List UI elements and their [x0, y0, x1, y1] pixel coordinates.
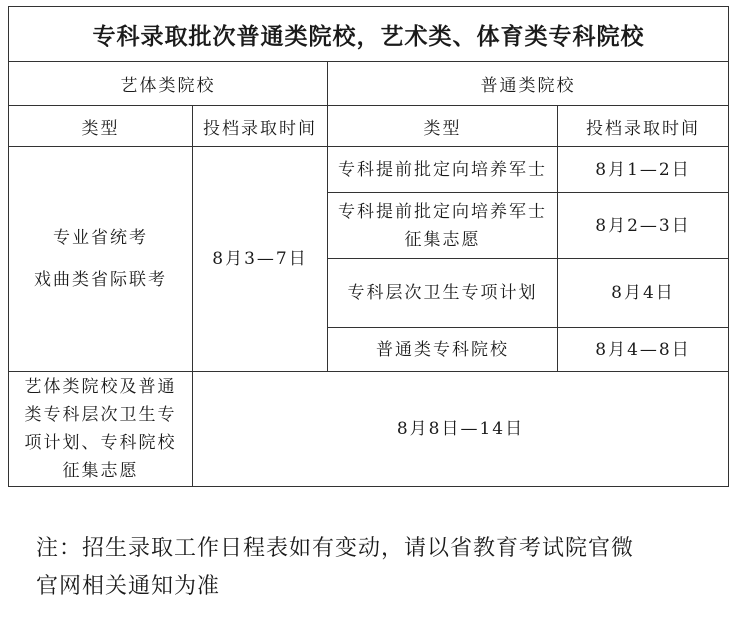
- regular-time-cell: 8月4—8日: [557, 327, 729, 372]
- regular-time-cell: 8月4日: [557, 258, 729, 328]
- art-types-cell: [8, 146, 193, 372]
- art-sports-group-header: 艺体类院校: [8, 61, 328, 106]
- art-type-item: 戏曲类省际联考: [34, 270, 167, 290]
- art-time-header: 投档录取时间: [192, 105, 328, 147]
- type-line: 专科提前批定向培养军士: [338, 159, 547, 180]
- combined-label-line: 项计划、专科院校: [24, 433, 177, 453]
- combined-time-cell: 8月8日—14日: [192, 371, 729, 487]
- regular-type-cell: [327, 192, 558, 259]
- art-type-header: 类型: [8, 105, 193, 147]
- regular-time-cell: 8月2—3日: [557, 192, 729, 259]
- schedule-table: [8, 6, 729, 487]
- type-line: 征集志愿: [404, 229, 481, 250]
- table-title: 专科录取批次普通类院校，艺术类、体育类专科院校: [8, 6, 729, 62]
- regular-type-cell: [327, 327, 558, 372]
- regular-group-header: 普通类院校: [327, 61, 729, 106]
- art-time-cell: 8月3—7日: [192, 146, 328, 372]
- regular-type-cell: [327, 258, 558, 328]
- combined-label-line: 艺体类院校及普通: [24, 377, 177, 397]
- combined-label-cell: [8, 371, 193, 487]
- note-line: 注：招生录取工作日程表如有变动，请以省教育考试院官微: [36, 536, 635, 561]
- note-line: 官网相关通知为准: [36, 574, 221, 599]
- type-line: 专科层次卫生专项计划: [347, 283, 538, 303]
- combined-label-line: 类专科层次卫生专: [24, 405, 177, 425]
- art-type-item: 专业省统考: [53, 228, 148, 248]
- combined-label-line: 征集志愿: [62, 461, 139, 481]
- regular-type-header: 类型: [327, 105, 558, 147]
- regular-time-header: 投档录取时间: [557, 105, 729, 147]
- schedule-note: [36, 530, 716, 606]
- type-line: 普通类专科院校: [376, 339, 509, 360]
- regular-type-cell: [327, 146, 558, 193]
- regular-time-cell: 8月1—2日: [557, 146, 729, 193]
- type-line: 专科提前批定向培养军士: [338, 201, 547, 222]
